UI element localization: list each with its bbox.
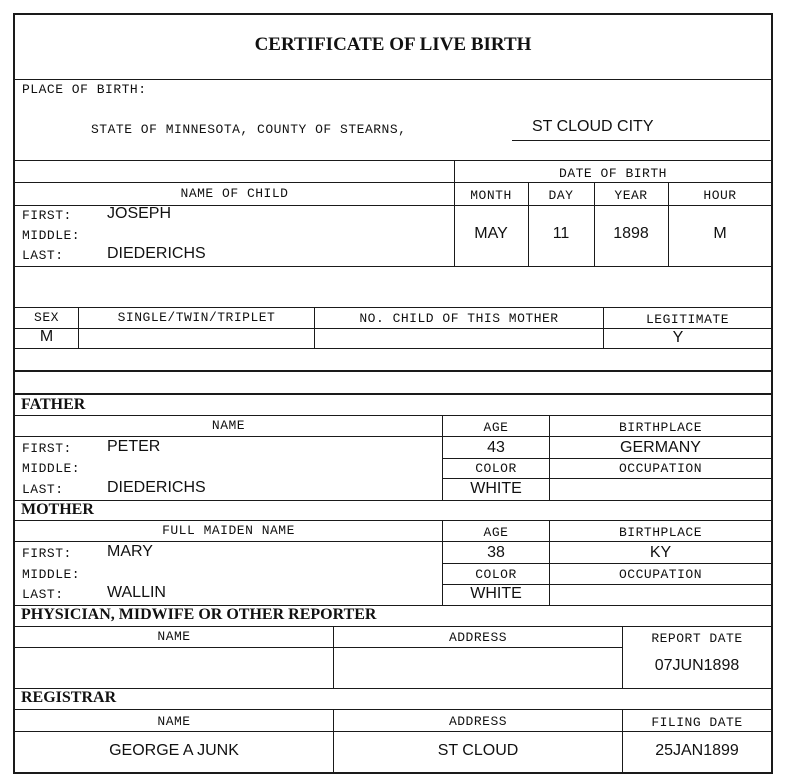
- registrar-name-header: NAME: [157, 714, 191, 729]
- border-bottom: [13, 772, 773, 774]
- birth-year-value: 1898: [613, 225, 649, 242]
- father-color-value: WHITE: [470, 480, 522, 497]
- father-birthplace-header: BIRTHPLACE: [618, 420, 702, 435]
- plurality-header: SINGLE/TWIN/TRIPLET: [117, 310, 276, 325]
- father-first-name: PETER: [107, 438, 161, 455]
- rule: [15, 160, 771, 161]
- birth-month-value: MAY: [474, 225, 508, 242]
- physician-address-header: ADDRESS: [448, 630, 508, 645]
- rule: [15, 79, 771, 80]
- child-last-label: LAST:: [22, 248, 64, 263]
- rule: [454, 160, 455, 266]
- mother-first-name: MARY: [107, 543, 153, 560]
- rule: [15, 415, 771, 416]
- birth-city-value: ST CLOUD CITY: [532, 118, 654, 135]
- father-occupation-header: OCCUPATION: [618, 461, 702, 476]
- rule: [442, 458, 771, 459]
- rule: [622, 709, 623, 772]
- mother-section-title: MOTHER: [21, 501, 94, 518]
- rule: [15, 688, 771, 689]
- day-header: DAY: [548, 188, 574, 203]
- registrar-address-header: ADDRESS: [448, 714, 508, 729]
- rule: [15, 709, 771, 710]
- rule: [15, 307, 771, 308]
- rule: [333, 709, 334, 772]
- filing-date-header: FILING DATE: [651, 715, 743, 730]
- father-middle-label: MIDDLE:: [22, 461, 81, 476]
- physician-section-title: PHYSICIAN, MIDWIFE OR OTHER REPORTER: [21, 606, 377, 623]
- father-section-title: FATHER: [21, 396, 86, 413]
- father-birthplace-value: GERMANY: [620, 439, 701, 456]
- registrar-section-title: REGISTRAR: [21, 689, 117, 706]
- mother-last-label: LAST:: [22, 587, 64, 602]
- certificate-title: CERTIFICATE OF LIVE BIRTH: [254, 34, 532, 55]
- rule: [15, 626, 771, 627]
- rule: [15, 348, 771, 349]
- mother-color-header: COLOR: [475, 567, 517, 582]
- date-of-birth-header: DATE OF BIRTH: [559, 166, 667, 181]
- mother-first-label: FIRST:: [22, 546, 72, 561]
- city-underline: [512, 140, 770, 141]
- registrar-name-value: GEORGE A JUNK: [109, 742, 239, 759]
- mother-middle-label: MIDDLE:: [22, 567, 81, 582]
- rule: [15, 266, 771, 267]
- legitimate-value: Y: [672, 329, 684, 346]
- filing-date-value: 25JAN1899: [655, 742, 739, 759]
- place-of-birth-label: PLACE OF BIRTH:: [22, 82, 147, 97]
- rule: [15, 370, 771, 372]
- mother-birthplace-value: KY: [649, 544, 672, 561]
- rule: [442, 563, 771, 564]
- mother-age-value: 38: [487, 544, 505, 561]
- rule: [528, 182, 529, 266]
- mother-color-value: WHITE: [470, 585, 522, 602]
- father-name-header: NAME: [211, 418, 246, 433]
- child-first-name: JOSEPH: [107, 205, 172, 222]
- mother-occupation-header: OCCUPATION: [618, 567, 702, 582]
- rule: [15, 731, 771, 732]
- rule: [15, 647, 622, 648]
- rule: [314, 307, 315, 349]
- legitimate-header: LEGITIMATE: [645, 312, 729, 327]
- rule: [15, 182, 771, 183]
- birth-hour-value: M: [713, 225, 727, 242]
- father-age-header: AGE: [483, 420, 509, 435]
- border-right: [771, 13, 773, 774]
- rule: [15, 436, 771, 437]
- rule: [15, 520, 771, 521]
- child-middle-label: MIDDLE:: [22, 228, 81, 243]
- child-last-name: DIEDERICHS: [107, 245, 206, 262]
- physician-name-header: NAME: [157, 629, 191, 644]
- border-top: [13, 13, 773, 15]
- rule: [15, 393, 771, 395]
- father-first-label: FIRST:: [22, 441, 72, 456]
- registrar-address-value: ST CLOUD: [437, 742, 519, 759]
- rule: [668, 182, 669, 266]
- rule: [442, 478, 771, 479]
- mother-last-name: WALLIN: [107, 584, 166, 601]
- rule: [15, 500, 771, 501]
- mother-age-header: AGE: [483, 525, 509, 540]
- child-name-header: NAME OF CHILD: [180, 186, 289, 201]
- father-last-name: DIEDERICHS: [107, 479, 206, 496]
- father-color-header: COLOR: [475, 461, 517, 476]
- rule: [333, 626, 334, 688]
- rule: [78, 307, 79, 349]
- father-age-value: 43: [487, 439, 505, 456]
- mother-birthplace-header: BIRTHPLACE: [618, 525, 702, 540]
- child-first-label: FIRST:: [22, 208, 72, 223]
- father-last-label: LAST:: [22, 482, 64, 497]
- hour-header: HOUR: [703, 188, 737, 203]
- child-number-header: NO. CHILD OF THIS MOTHER: [359, 311, 559, 326]
- birth-day-value: 11: [552, 225, 570, 242]
- rule: [15, 541, 771, 542]
- rule: [594, 182, 595, 266]
- state-county-text: STATE OF MINNESOTA, COUNTY OF STEARNS,: [91, 122, 407, 137]
- report-date-header: REPORT DATE: [651, 631, 743, 646]
- month-header: MONTH: [470, 188, 512, 203]
- sex-value: M: [39, 328, 54, 345]
- mother-name-header: FULL MAIDEN NAME: [162, 523, 295, 538]
- sex-header: SEX: [34, 310, 59, 325]
- year-header: YEAR: [614, 188, 648, 203]
- report-date-value: 07JUN1898: [654, 657, 740, 674]
